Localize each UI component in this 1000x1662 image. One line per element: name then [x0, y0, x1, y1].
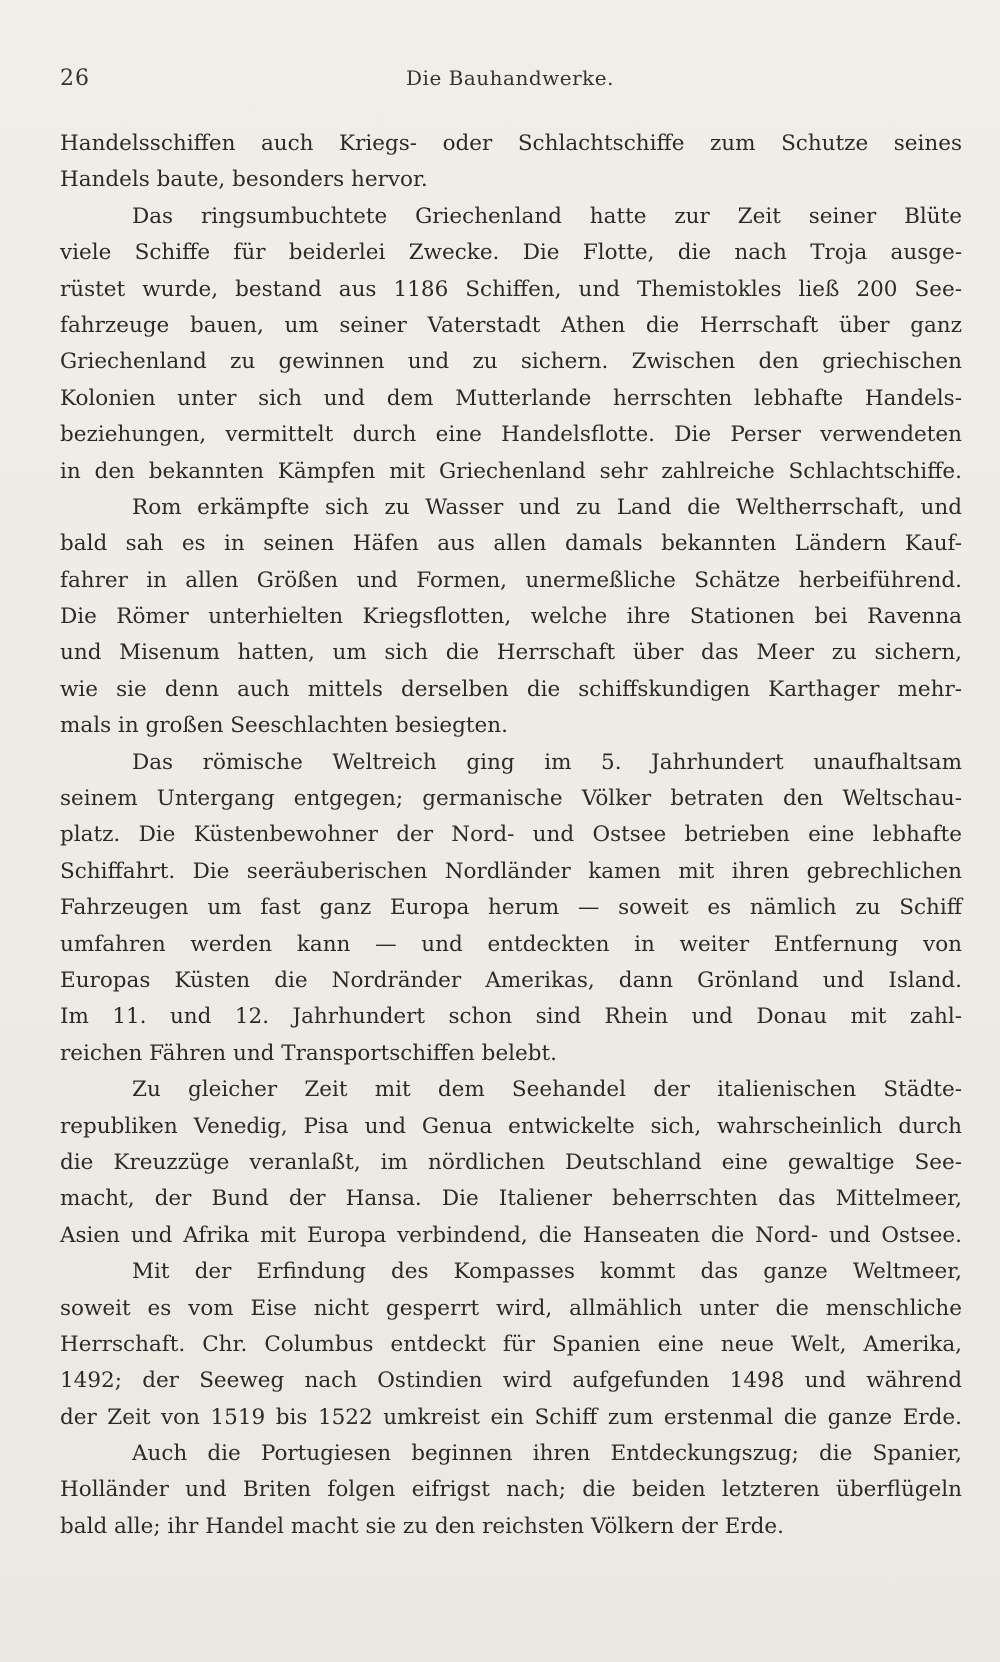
- paragraph-6: [60, 1254, 962, 1436]
- text-line: in den bekannten Kämpfen mit Griechenland sehr zahlreiche Schlachtschiffe.: [60, 458, 962, 484]
- text-line: bald alle; ihr Handel macht sie zu den reichsten Völkern der Erde.: [60, 1513, 784, 1539]
- text-line: rüstet wurde, bestand aus 1186 Schiffen, und Themistokles ließ 200 See-: [60, 276, 962, 302]
- text-line: Die Römer unterhielten Kriegsflotten, welche ihre Stationen bei Ravenna: [60, 604, 962, 630]
- text-line: und Misenum hatten, um sich die Herrschaft über das Meer zu sichern,: [60, 640, 962, 666]
- text-line: Schiffahrt. Die seeräuberischen Nordländer kamen mit ihren gebrechlichen: [60, 858, 962, 884]
- text-line: Holländer und Briten folgen eifrigst nach; die beiden letzteren überflügeln: [60, 1477, 962, 1503]
- text-line: die Kreuzzüge veranlaßt, im nördlichen Deutschland eine gewaltige See-: [60, 1149, 962, 1175]
- paragraph-2: [60, 199, 962, 490]
- text-line: Im 11. und 12. Jahrhundert schon sind Rhein und Donau mit zahl-: [60, 1004, 962, 1030]
- text-line: republiken Venedig, Pisa und Genua entwickelte sich, wahrscheinlich durch: [60, 1113, 962, 1139]
- text-line: beziehungen, vermittelt durch eine Handelsflotte. Die Perser verwendeten: [60, 422, 962, 448]
- text-line: macht, der Bund der Hansa. Die Italiener beherrschten das Mittelmeer,: [60, 1186, 962, 1212]
- paragraph-3: [60, 490, 962, 745]
- text-line: Rom erkämpfte sich zu Wasser und zu Land die Weltherrschaft, und: [132, 494, 962, 520]
- text-line: Auch die Portugiesen beginnen ihren Entdeckungszug; die Spanier,: [132, 1441, 962, 1467]
- text-line: Kolonien unter sich und dem Mutterlande herrschten lebhafte Handels-: [60, 385, 962, 411]
- text-line: fahrer in allen Größen und Formen, unermeßliche Schätze herbeiführend.: [60, 567, 962, 593]
- page-header: [60, 66, 960, 96]
- text-line: Handelsschiffen auch Kriegs- oder Schlachtschiffe zum Schutze seines: [60, 131, 962, 156]
- text-line: Das ringsumbuchtete Griechenland hatte zur Zeit seiner Blüte: [132, 203, 962, 229]
- text-line: Asien und Afrika mit Europa verbindend, die Hanseaten die Nord- und Ostsee.: [60, 1222, 962, 1248]
- text-line: Handels baute, besonders hervor.: [60, 167, 428, 193]
- page-number: 26: [60, 66, 90, 91]
- running-title: Die Bauhandwerke.: [406, 66, 614, 90]
- text-line: Griechenland zu gewinnen und zu sichern. Zwischen den griechischen: [60, 349, 962, 375]
- text-line: Europas Küsten die Nordränder Amerikas, dann Grönland und Island.: [60, 967, 962, 993]
- text-line: Fahrzeugen um fast ganz Europa herum — soweit es nämlich zu Schiff: [60, 895, 962, 921]
- text-line: soweit es vom Eise nicht gesperrt wird, allmählich unter die menschliche: [60, 1295, 962, 1321]
- text-line: Zu gleicher Zeit mit dem Seehandel der italienischen Städte-: [132, 1077, 962, 1103]
- text-line: 1492; der Seeweg nach Ostindien wird aufgefunden 1498 und während: [60, 1368, 962, 1394]
- text-line: seinem Untergang entgegen; germanische Völker betraten den Weltschau-: [60, 786, 962, 812]
- text-line: fahrzeuge bauen, um seiner Vaterstadt Athen die Herrschaft über ganz: [60, 312, 962, 338]
- text-line: wie sie denn auch mittels derselben die schiffskundigen Karthager mehr-: [60, 676, 962, 702]
- text-line: umfahren werden kann — und entdeckten in weiter Entfernung von: [60, 931, 962, 957]
- body-text: [60, 126, 962, 1545]
- text-line: platz. Die Küstenbewohner der Nord- und Ostsee betrieben eine lebhafte: [60, 822, 962, 848]
- text-line: Mit der Erfindung des Kompasses kommt das ganze Weltmeer,: [132, 1259, 962, 1285]
- text-line: der Zeit von 1519 bis 1522 umkreist ein Schiff zum erstenmal die ganze Erde.: [60, 1404, 962, 1430]
- text-line: mals in großen Seeschlachten besiegten.: [60, 713, 508, 739]
- text-line: bald sah es in seinen Häfen aus allen damals bekannten Ländern Kauf-: [60, 531, 962, 557]
- text-line: viele Schiffe für beiderlei Zwecke. Die Flotte, die nach Troja ausge-: [60, 240, 962, 266]
- paragraph-7: [60, 1436, 962, 1545]
- paragraph-1: [60, 126, 962, 199]
- paragraph-5: [60, 1072, 962, 1254]
- text-line: Herrschaft. Chr. Columbus entdeckt für Spanien eine neue Welt, Amerika,: [60, 1331, 962, 1357]
- text-line: reichen Fähren und Transportschiffen belebt.: [60, 1040, 558, 1066]
- text-line: Das römische Weltreich ging im 5. Jahrhundert unaufhaltsam: [132, 749, 962, 775]
- paragraph-4: [60, 745, 962, 1073]
